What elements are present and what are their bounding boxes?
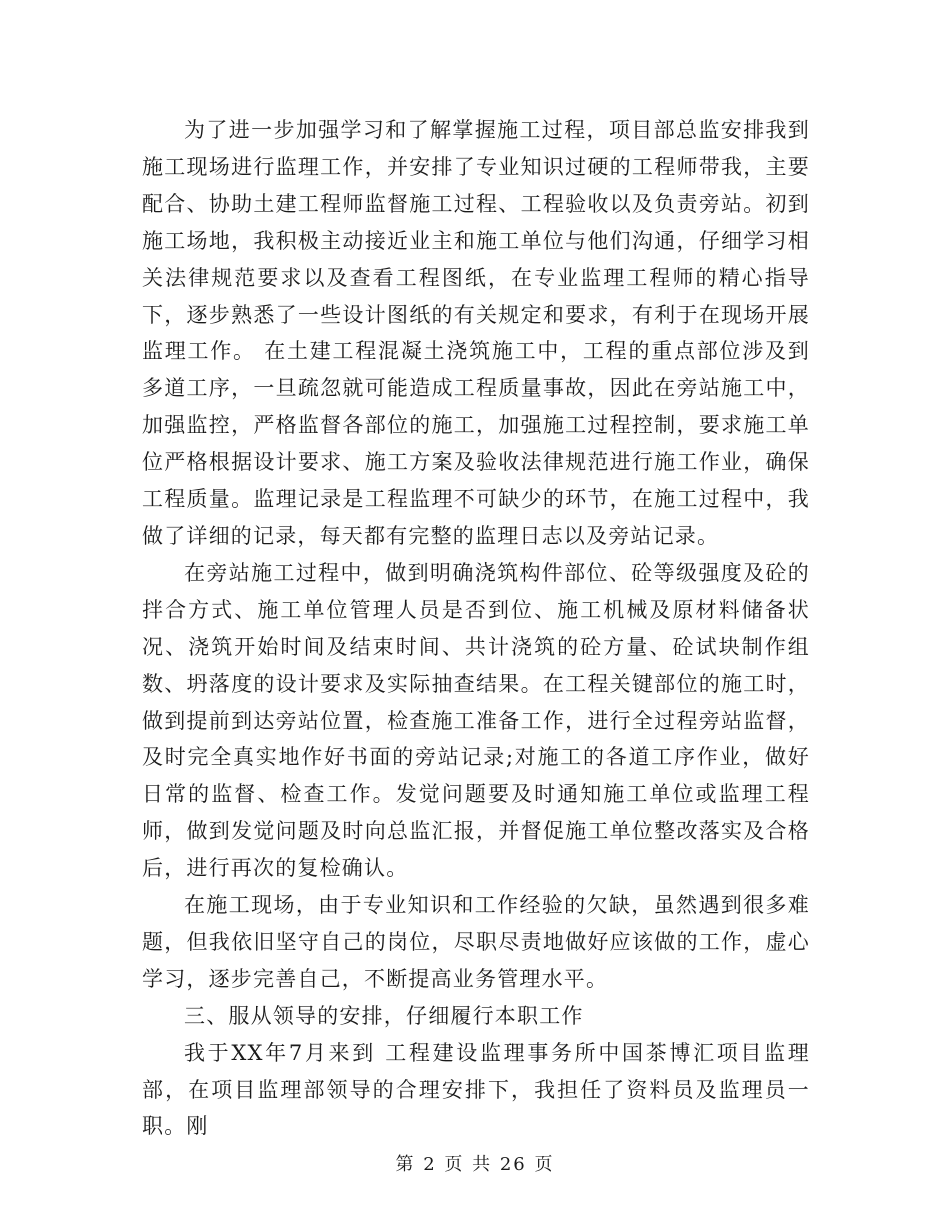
paragraph-site-reflection: 在施工现场，由于专业知识和工作经验的欠缺，虽然遇到很多难题，但我依旧坚守自己的岗位，尽职尽责地做好应该做的工作，虚心学习，逐步完善自己，不断提高业务管理水平。 <box>142 893 810 991</box>
paragraph-supervision-intro: 为了进一步加强学习和了解掌握施工过程，项目部总监安排我到施工现场进行监理工作，并安排了专业知识过硬的工程师带我，主要配合、协助土建工程师监督施工过程、工程验收以及负责旁站。初到施工场地，我积极主动接近业主和施工单位与他们沟通，仔细学习相关法律规范要求以及查看工程图纸，在专业监理工程师的精心指导下，逐步熟悉了一些设计图纸的有关规定和要求，有利于在现场开展监理工作。 在土建工程混凝土浇筑施工中，工程的重点部位涉及到多道工序，一旦疏忽就可能造成工程质量事故，因此在旁站施工中，加强监控，严格监督各部位的施工，加强施工过程控制，要求施工单位严格根据设计要求、施工方案及验收法律规范进行施工作业，确保工程质量。监理记录是工程监理不可缺少的环节，在施工过程中，我做了详细的记录，每天都有完整的监理日志以及旁站记录。 <box>142 118 810 548</box>
document-body <box>142 112 810 1145</box>
paragraph-side-station-process: 在旁站施工过程中，做到明确浇筑构件部位、砼等级强度及砼的拌合方式、施工单位管理人员是否到位、施工机械及原材料储备状况、浇筑开始时间及结束时间、共计浇筑的砼方量、砼试块制作组数、坍落度的设计要求及实际抽查结果。在工程关键部位的施工时，做到提前到达旁站位置，检查施工准备工作，进行全过程旁站监督，及时完全真实地作好书面的旁站记录;对施工的各道工序作业，做好日常的监督、检查工作。发觉问题要及时通知施工单位或监理工程师，做到发觉问题及时向总监汇报，并督促施工单位整改落实及合格后，进行再次的复检确认。 <box>142 560 810 881</box>
page-footer: 第 2 页 共 26 页 <box>395 1154 555 1175</box>
paragraph-assignment: 我于XX年7月来到 工程建设监理事务所中国茶博汇项目监理部，在项目监理部领导的合理安排下，我担任了资料员及监理员一职。刚 <box>142 1040 810 1139</box>
section-heading: 三、服从领导的安排，仔细履行本职工作 <box>184 1003 584 1028</box>
